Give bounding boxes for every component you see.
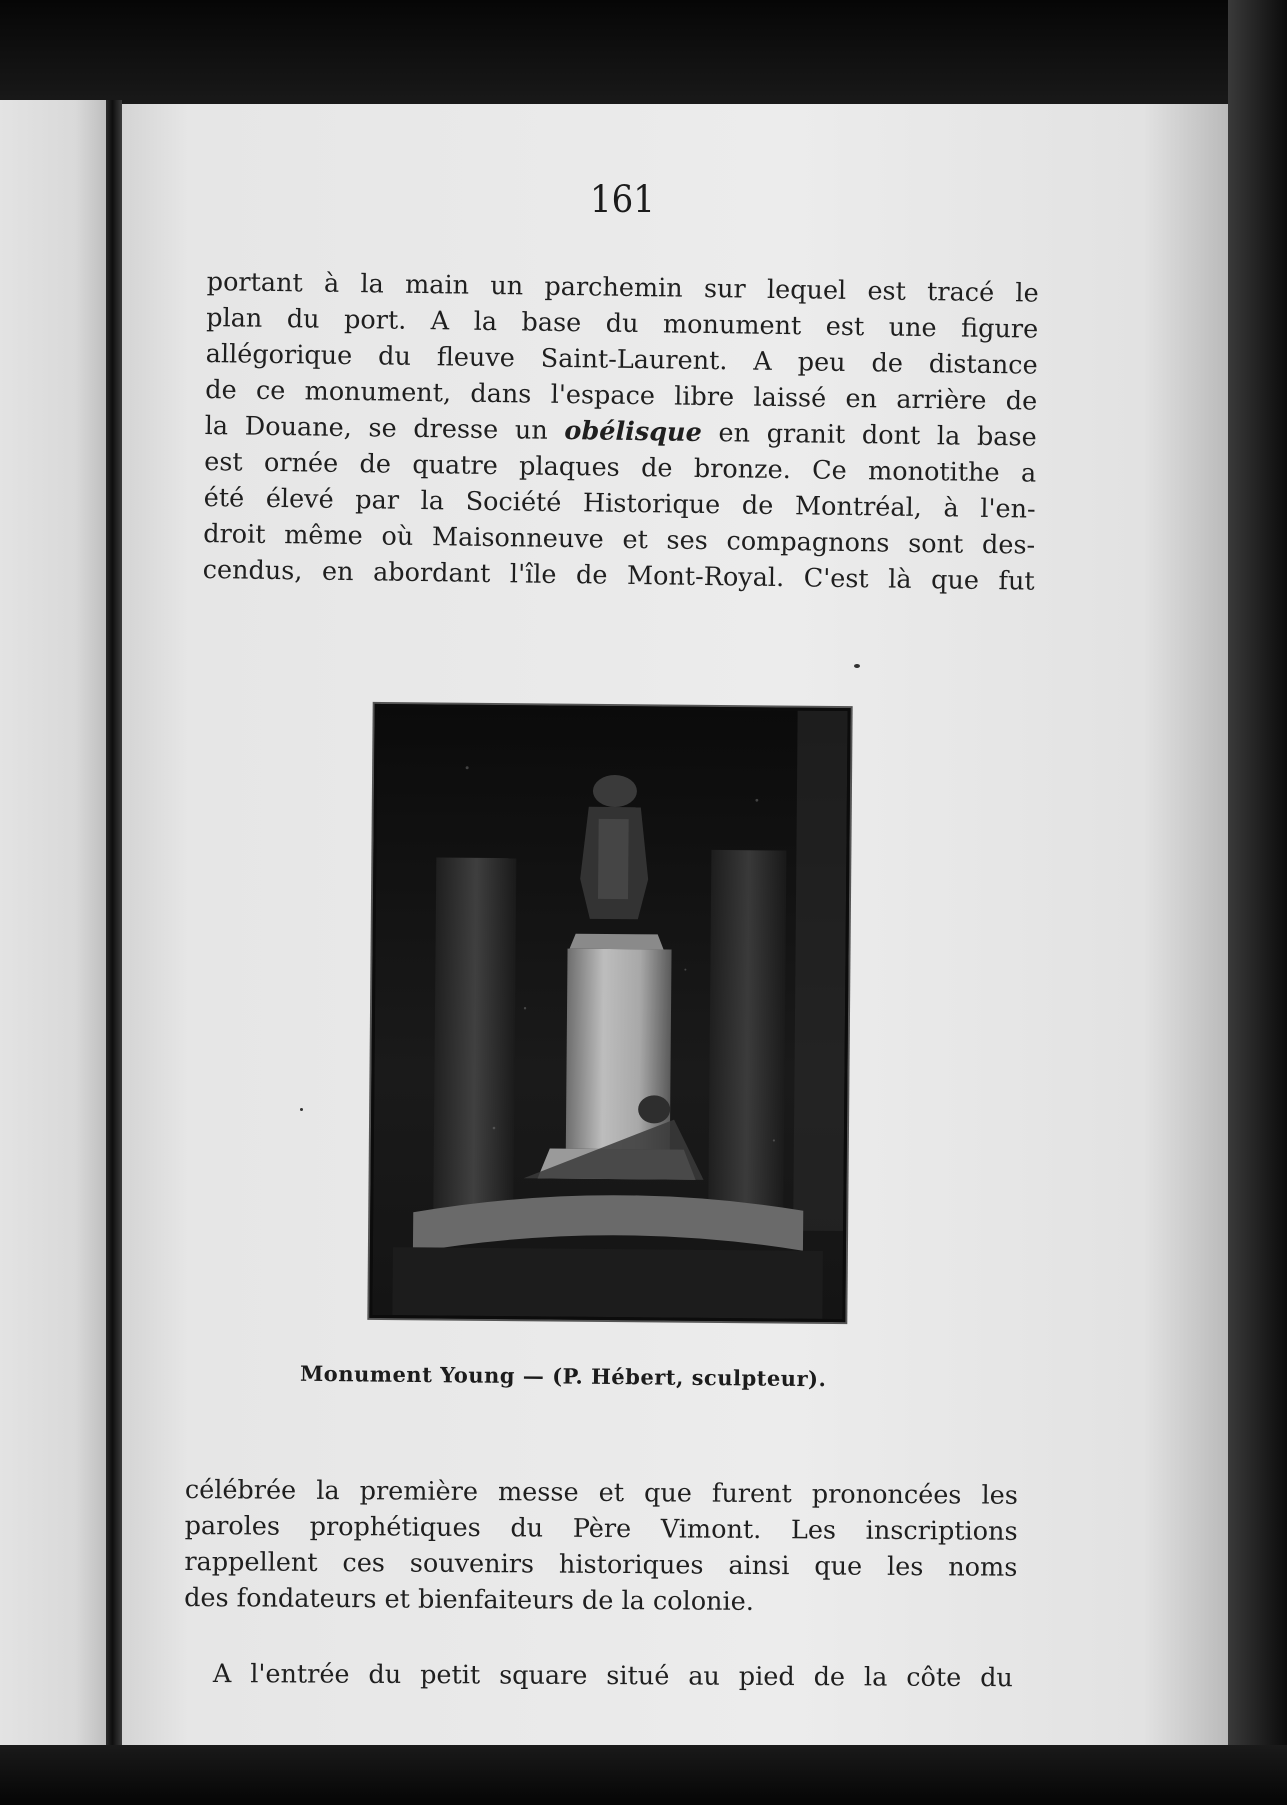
monument-photograph xyxy=(369,704,850,1322)
text-line: allégorique du fleuve Saint-Laurent. A peu de distance xyxy=(205,338,1038,381)
figure-caption: Monument Young — (P. Hébert, sculpteur). xyxy=(299,1360,827,1392)
text-line: plan du port. A la base du monument est une figure xyxy=(206,302,1039,345)
text-line: des fondateurs et bienfaiteurs de la colonie. xyxy=(184,1582,754,1617)
text-segment: en granit dont la base xyxy=(701,417,1037,453)
paragraph-2 xyxy=(184,1472,1018,1622)
book-gutter xyxy=(106,100,122,1755)
text-line: portant à la main un parchemin sur lequel est tracé le xyxy=(206,266,1039,309)
text-line: A l'entrée du petit square situé au pied de la côte du xyxy=(212,1659,1013,1694)
paragraph-1 xyxy=(202,264,1038,600)
scan-background-top xyxy=(0,0,1287,110)
scan-speck xyxy=(854,664,860,668)
text-line: cendus, en abordant l'île de Mont-Royal. C'est là que fut xyxy=(202,554,1035,597)
text-segment: la Douane, se dresse un xyxy=(204,410,565,447)
scan-background-bottom xyxy=(0,1745,1287,1805)
text-line: est ornée de quatre plaques de bronze. Ce monotithe a xyxy=(204,446,1037,489)
page-number: 161 xyxy=(590,178,655,222)
text-line: paroles prophétiques du Père Vimont. Les inscriptions xyxy=(184,1510,1018,1547)
text-line: de ce monument, dans l'espace libre laissé en arrière de xyxy=(205,374,1038,417)
emphasis-obelisque: obélisque xyxy=(564,416,703,448)
text-line: célébrée la première messe et que furent prononcées les xyxy=(184,1474,1018,1511)
text-line: rappellent ces souvenirs historiques ainsi que les noms xyxy=(184,1546,1018,1583)
monument-illustration xyxy=(372,707,847,1319)
text-line: été élevé par la Société Historique de Montréal, à l'en- xyxy=(203,482,1036,525)
scan-background-right xyxy=(1228,0,1287,1805)
text-line: droit même où Maisonneuve et ses compagnons sont des- xyxy=(203,518,1036,561)
scan-speck xyxy=(300,1108,303,1111)
facing-page-edge xyxy=(0,100,108,1750)
paragraph-3 xyxy=(213,1656,1013,1696)
